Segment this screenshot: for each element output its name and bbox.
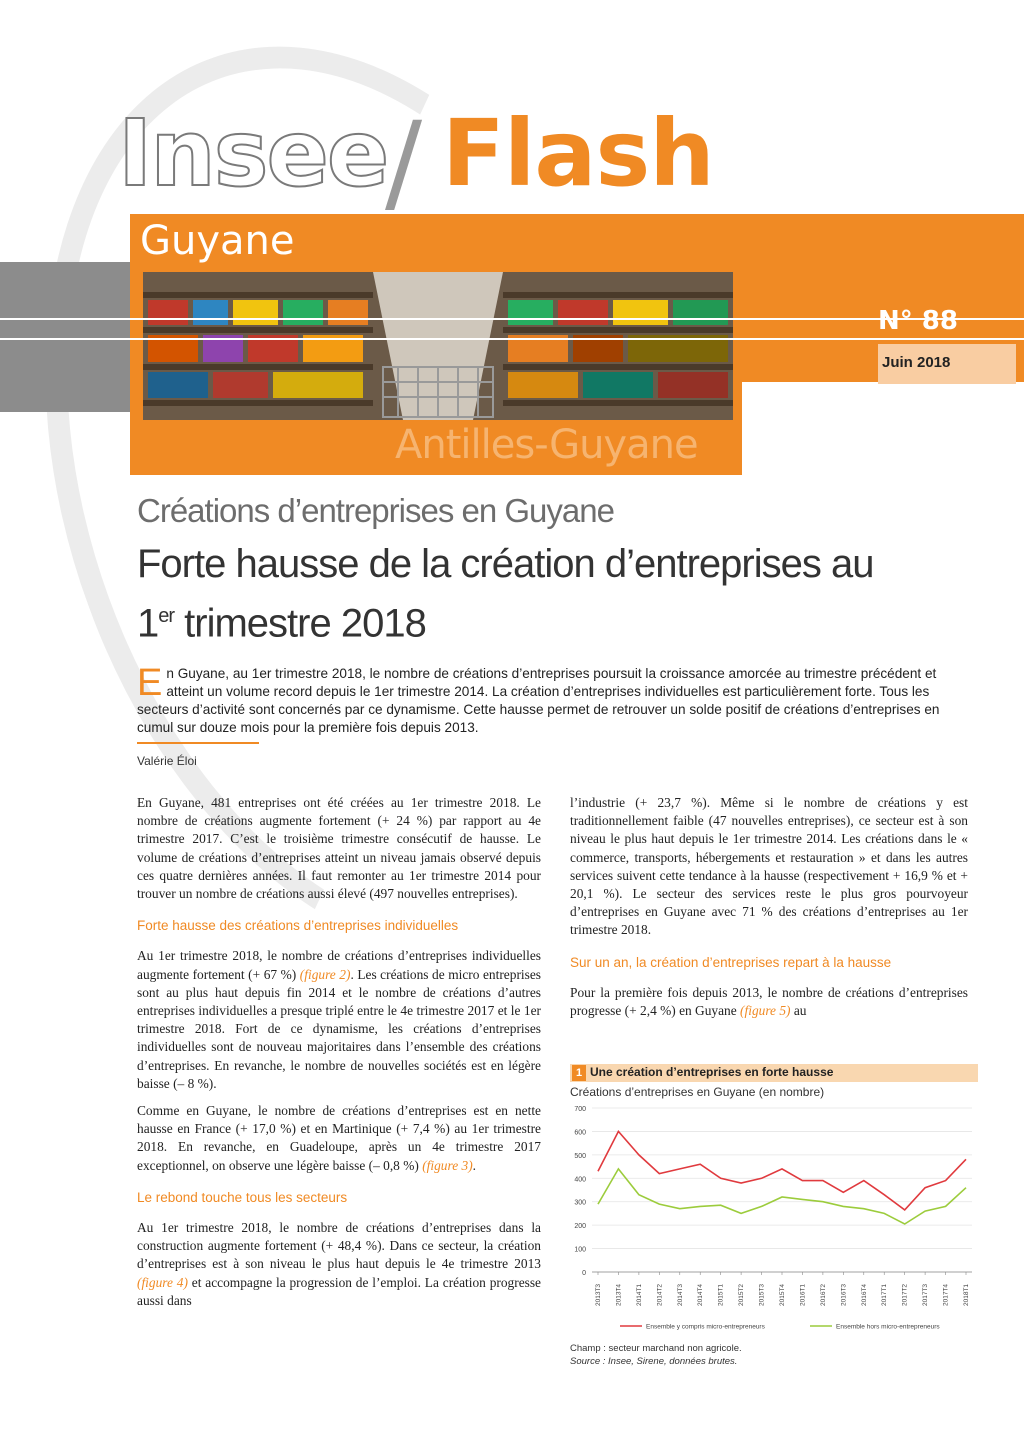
x-tick-label: 2014T2 — [656, 1283, 664, 1306]
text: . Les créations de micro entreprises sont au plus haut depuis fin 2014 et le nombre de créations d’autres entreprises individuelles a presque triplé entre le 4e trimestre 2017 et le 1er trimestre 2018. Fort de ce dynamisme, les créations d’entreprises individuelles sont de nouveau majoritaires dans l’ensemble des créations d’entreprises. En revanche, le nombre de nouvelles sociétés est en légère baisse (– 8 %). — [137, 966, 541, 1091]
y-tick-label: 100 — [574, 1246, 586, 1254]
x-tick-label: 2014T1 — [635, 1283, 643, 1306]
region-title: Guyane — [140, 218, 295, 264]
text: et accompagne la progression de l’emploi. La création progresse aussi dans — [137, 1274, 542, 1308]
text: au — [790, 1003, 807, 1019]
header-white-line — [0, 338, 1024, 340]
chapeau — [137, 662, 959, 737]
paragraph — [137, 1102, 541, 1175]
y-tick-label: 700 — [574, 1106, 586, 1113]
x-tick-label: 2017T2 — [901, 1283, 909, 1306]
chapeau-text: n Guyane, au 1er trimestre 2018, le nombre de créations d’entreprises poursuit la croissance amorcée au trimestre précédent et atteint un volume record depuis le 1er trimestre 2014. La création d’entreprises individuelles est particulièrement forte. Tous les secteurs d’activité sont concernés par ce dynamisme. Cette hausse permet de retrouver un solde positif de créations d’entreprises en cumul sur douze mois pour la première fois depuis 2013. — [137, 666, 940, 735]
title-ordinal-sup: er — [158, 605, 175, 627]
header-divider — [130, 472, 742, 475]
y-tick-label: 200 — [574, 1223, 586, 1231]
x-tick-label: 2016T4 — [860, 1283, 868, 1306]
x-tick-label: 2016T2 — [819, 1283, 827, 1306]
note-champ: Champ : secteur marchand non agricole. — [570, 1343, 742, 1354]
paragraph — [137, 1219, 541, 1310]
x-tick-label: 2014T3 — [676, 1283, 684, 1306]
brand-slash: / — [385, 98, 423, 226]
figure-link[interactable]: (figure 3) — [422, 1157, 473, 1173]
drop-cap: E — [137, 662, 163, 704]
x-tick-label: 2017T4 — [942, 1283, 950, 1306]
figure-subtitle: Créations d’entreprises en Guyane (en nombre) — [570, 1085, 825, 1099]
x-tick-label: 2018T1 — [963, 1283, 970, 1306]
x-tick-label: 2016T3 — [840, 1283, 848, 1306]
y-tick-label: 600 — [574, 1129, 586, 1137]
figure-link[interactable]: (figure 4) — [137, 1274, 188, 1290]
x-tick-label: 2017T3 — [922, 1283, 930, 1306]
paragraph: l’industrie (+ 23,7 %). Même si le nombre de créations y est traditionnellement faible (47 nouvelles entreprises), ce secteur est à son niveau le plus haut depuis le 1er trimestre 2014. Les créations dans le « commerce, transports, hébergements et restauration » et dans les autres services suivent cette tendance à la hausse (respectivement + 16,9 % et + 20,1 %). Le secteur des services reste le plus gros pourvoyeur d’entreprises en Guyane avec 71 % des créations d’entreprises au 1er trimestre 2018. — [570, 795, 968, 938]
series-title: Créations d’entreprises en Guyane — [137, 492, 614, 529]
x-tick-label: 2013T4 — [615, 1283, 623, 1306]
figure-number: 1 — [572, 1065, 586, 1081]
line-chart — [560, 1100, 980, 1340]
subregion-label: Antilles-Guyane — [395, 422, 698, 468]
y-tick-label: 300 — [574, 1199, 586, 1207]
x-tick-label: 2016T1 — [799, 1283, 807, 1306]
text: Au 1er trimestre 2018, le nombre de créations d’entreprises dans la construction augmente fortement (+ 48,4 %). Dans ce secteur, la création d’entreprises est à son niveau le plus haut depuis le 4e trimestre 2013 — [137, 1220, 541, 1272]
title-rest: trimestre 2018 — [174, 601, 426, 646]
title-line-2 — [137, 590, 917, 649]
x-tick-label: 2013T3 — [595, 1283, 602, 1306]
right-column — [570, 794, 968, 1029]
author: Valérie Éloi — [137, 754, 197, 768]
figure-title: Une création d’entreprises en forte hausse — [590, 1065, 834, 1079]
y-tick-label: 500 — [574, 1152, 586, 1160]
text: Pour la première fois depuis 2013, le nombre de créations d’entreprises progresse (+ 2,4 %) en Guyane — [570, 984, 968, 1019]
text: . — [472, 1157, 477, 1173]
y-tick-label: 0 — [582, 1270, 586, 1277]
y-tick-label: 400 — [574, 1176, 586, 1184]
supermarket-photo — [143, 272, 733, 420]
figure-notes — [570, 1342, 742, 1368]
legend-label: Ensemble hors micro-entrepreneurs — [836, 1323, 940, 1331]
section-heading: Forte hausse des créations d’entreprises individuelles — [137, 918, 459, 934]
series-line-2 — [598, 1169, 966, 1224]
series-line-1 — [598, 1131, 966, 1210]
paragraph — [570, 984, 968, 1020]
title-line-1: Forte hausse de la création d’entreprises au — [137, 542, 874, 586]
issue-number: N° 88 — [878, 306, 958, 336]
text: Comme en Guyane, le nombre de créations d’entreprises est en nette hausse en France (+ 17,0 %) et en Martinique (+ 7,4 %) au 1er trimestre 2018. En revanche, en Guadeloupe, après un 4e trimestre 2017 exceptionnel, on observe une légère baisse (– 0,8 %) — [137, 1103, 541, 1173]
section-heading: Le rebond touche tous les secteurs — [137, 1189, 348, 1205]
title-ordinal: 1 — [137, 601, 159, 646]
x-tick-label: 2015T4 — [779, 1283, 786, 1306]
note-source: Source : Insee, Sirene, données brutes. — [570, 1356, 738, 1367]
chapeau-underline — [137, 742, 259, 744]
x-tick-label: 2014T4 — [697, 1283, 705, 1306]
x-tick-label: 2017T1 — [881, 1283, 889, 1306]
text: Au 1er trimestre 2018, le nombre de créations d’entreprises individuelles augmente fortement (+ 67 %) — [137, 948, 541, 982]
header-grey-band-low — [0, 382, 130, 412]
header-white-line — [0, 318, 1024, 320]
paragraph: En Guyane, 481 entreprises ont été créées au 1er trimestre 2018. Le nombre de créations augmente fortement (+ 24 %) par rapport au 4e trimestre 2017. C’est le troisième trimestre consécutif de hausse. Le volume de créations d’entreprises atteint un niveau jamais observé depuis ces quatre dernières années. Il faut remonter au 1er trimestre 2014 pour trouver un nombre de créations aussi élevé (497 nouvelles entreprises). — [137, 795, 541, 902]
x-tick-label: 2015T2 — [738, 1283, 746, 1306]
brand-insee: Insee — [118, 100, 388, 207]
page-title — [137, 538, 917, 649]
section-heading: Sur un an, la création d’entreprises repart à la hausse — [570, 954, 892, 970]
x-tick-label: 2015T3 — [758, 1283, 766, 1306]
legend-label: Ensemble y compris micro-entrepreneurs — [646, 1323, 765, 1331]
brand-flash: Flash — [442, 100, 714, 207]
issue-date: Juin 2018 — [882, 354, 951, 371]
figure-link[interactable]: (figure 5) — [740, 1003, 791, 1019]
x-tick-label: 2015T1 — [717, 1283, 725, 1306]
left-column — [137, 794, 541, 1319]
figure-link[interactable]: (figure 2) — [299, 966, 351, 982]
paragraph — [137, 947, 541, 1093]
